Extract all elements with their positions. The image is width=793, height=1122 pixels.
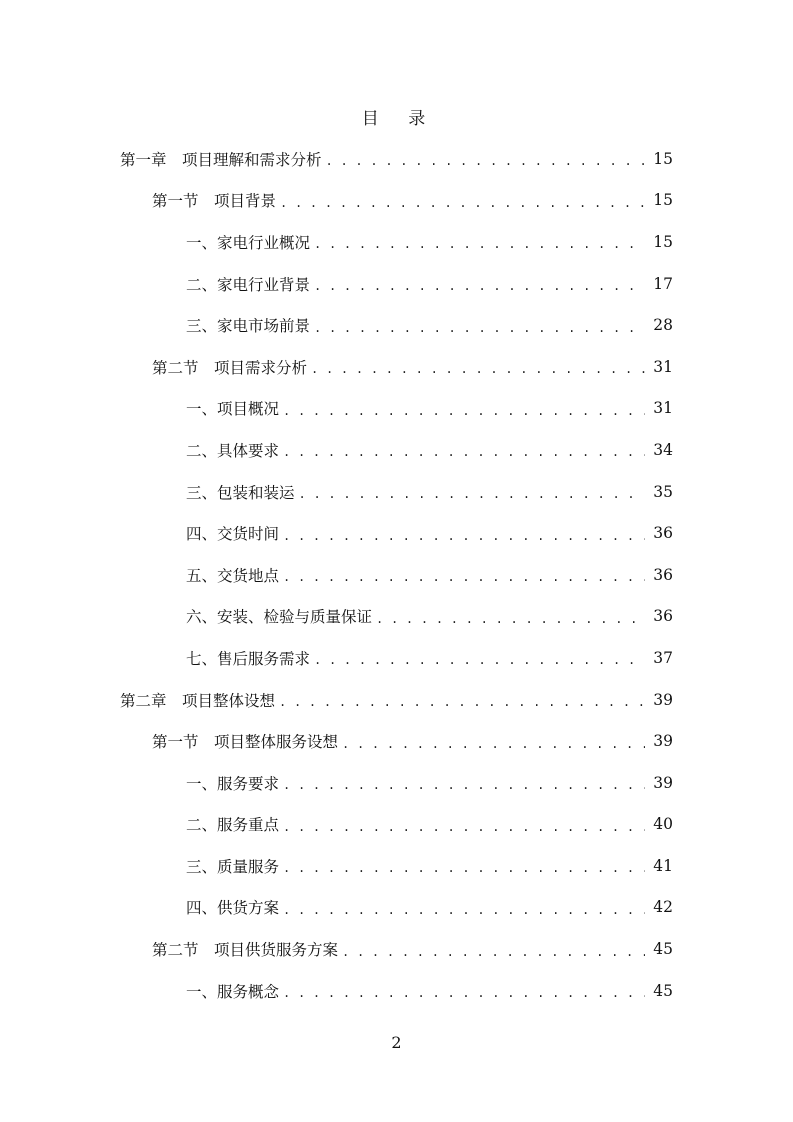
toc-entry-label: 三、质量服务 <box>186 857 280 876</box>
toc-entry[interactable] <box>0 970 793 1012</box>
toc-entry-line <box>120 689 673 711</box>
toc-entry[interactable] <box>0 928 793 970</box>
toc-entry-label: 第一章 项目理解和需求分析 <box>120 150 322 169</box>
toc-entry-label: 七、售后服务需求 <box>186 649 311 668</box>
toc-entry-label: 二、服务重点 <box>186 816 280 835</box>
toc-entry-page: 45 <box>653 940 673 959</box>
toc-entry[interactable] <box>0 679 793 721</box>
dot-leader <box>314 233 645 250</box>
toc-entry[interactable] <box>0 512 793 554</box>
dot-leader <box>376 608 645 625</box>
dot-leader <box>326 150 645 167</box>
toc-entry[interactable] <box>0 637 793 679</box>
dot-leader <box>283 525 645 542</box>
toc-entry-label: 二、家电行业背景 <box>186 275 311 294</box>
toc-entry-label: 一、服务概念 <box>186 982 280 1001</box>
dot-leader <box>283 982 645 999</box>
toc-entry[interactable] <box>0 304 793 346</box>
toc-entry-line <box>152 356 673 378</box>
toc-entry-line <box>152 189 673 211</box>
dot-leader <box>314 275 645 292</box>
toc-entry-page: 42 <box>653 898 673 917</box>
toc-entry[interactable] <box>0 596 793 638</box>
toc-entry-page: 36 <box>653 565 673 584</box>
dot-leader <box>283 899 645 916</box>
toc-entry[interactable] <box>0 804 793 846</box>
dot-leader <box>283 441 645 458</box>
toc-entry-label: 第一节 项目背景 <box>152 192 277 211</box>
dot-leader <box>342 733 645 750</box>
toc-entry-label: 第二节 项目需求分析 <box>152 358 308 377</box>
toc-entry[interactable] <box>0 346 793 388</box>
toc-title: 目 录 <box>361 109 438 129</box>
toc-entry-page: 36 <box>653 607 673 626</box>
toc-entry-label: 六、安装、检验与质量保证 <box>186 608 373 627</box>
toc-entry-page: 15 <box>653 191 673 210</box>
toc-entry-label: 五、交货地点 <box>186 566 280 585</box>
dot-leader <box>314 649 645 666</box>
toc-entry-page: 31 <box>653 357 673 376</box>
toc-entry-line <box>186 980 673 1002</box>
toc-entry-page: 40 <box>653 815 673 834</box>
toc-entry-page: 39 <box>653 690 673 709</box>
toc-entry-line <box>186 813 673 835</box>
toc-entry-line <box>186 896 673 918</box>
toc-entry-label: 第二章 项目整体设想 <box>120 691 276 710</box>
dot-leader <box>279 691 645 708</box>
page-number: 2 <box>391 1033 402 1052</box>
toc-entry-page: 37 <box>653 648 673 667</box>
dot-leader <box>283 774 645 791</box>
toc-entry-label: 第二节 项目供货服务方案 <box>152 941 339 960</box>
toc-entry-line <box>186 855 673 877</box>
toc-entry[interactable] <box>0 720 793 762</box>
toc-entry-line <box>186 481 673 503</box>
toc-entry-page: 15 <box>653 232 673 251</box>
toc-entry[interactable] <box>0 554 793 596</box>
toc-entry-line <box>186 647 673 669</box>
dot-leader <box>280 192 645 209</box>
dot-leader <box>283 566 645 583</box>
toc-entry-page: 34 <box>653 440 673 459</box>
toc-entry-label: 一、项目概况 <box>186 400 280 419</box>
toc-entry[interactable] <box>0 138 793 180</box>
toc-entry-line <box>186 397 673 419</box>
toc-entry-page: 39 <box>653 732 673 751</box>
toc-entry-label: 一、家电行业概况 <box>186 233 311 252</box>
dot-leader <box>283 400 645 417</box>
toc-entry[interactable] <box>0 887 793 929</box>
toc-entry-line <box>186 439 673 461</box>
toc-entry[interactable] <box>0 221 793 263</box>
toc-entry-line <box>186 772 673 794</box>
dot-leader <box>283 816 645 833</box>
toc-entry-page: 28 <box>653 316 673 335</box>
toc-entry-label: 三、家电市场前景 <box>186 317 311 336</box>
toc-entry[interactable] <box>0 388 793 430</box>
toc-entry[interactable] <box>0 762 793 804</box>
toc-entry-page: 39 <box>653 773 673 792</box>
toc-entry-page: 31 <box>653 399 673 418</box>
toc-entry-line <box>186 564 673 586</box>
toc-entry-line <box>120 148 673 170</box>
toc-entry-label: 四、供货方案 <box>186 899 280 918</box>
toc-entry-page: 36 <box>653 524 673 543</box>
toc-entry-page: 45 <box>653 981 673 1000</box>
toc-entry-line <box>152 938 673 960</box>
toc-entry[interactable] <box>0 845 793 887</box>
toc-entry-label: 第一节 项目整体服务设想 <box>152 733 339 752</box>
toc-entry-label: 一、服务要求 <box>186 774 280 793</box>
toc-entry[interactable] <box>0 471 793 513</box>
dot-leader <box>314 317 645 334</box>
toc-entry-label: 三、包装和装运 <box>186 483 295 502</box>
toc-entry[interactable] <box>0 263 793 305</box>
toc-entry-line <box>152 730 673 752</box>
toc-entry-page: 35 <box>653 482 673 501</box>
toc-entry-line <box>186 314 673 336</box>
table-of-contents <box>0 138 793 1011</box>
toc-entry[interactable] <box>0 180 793 222</box>
toc-entry-line <box>186 522 673 544</box>
toc-entry-page: 17 <box>653 274 673 293</box>
dot-leader <box>311 358 645 375</box>
toc-entry-line <box>186 273 673 295</box>
toc-entry-page: 15 <box>653 149 673 168</box>
toc-entry-line <box>186 605 673 627</box>
toc-entry[interactable] <box>0 429 793 471</box>
dot-leader <box>342 941 645 958</box>
dot-leader <box>283 857 645 874</box>
toc-entry-label: 四、交货时间 <box>186 525 280 544</box>
toc-entry-label: 二、具体要求 <box>186 441 280 460</box>
dot-leader <box>299 483 645 500</box>
toc-entry-page: 41 <box>653 856 673 875</box>
toc-entry-line <box>186 231 673 253</box>
